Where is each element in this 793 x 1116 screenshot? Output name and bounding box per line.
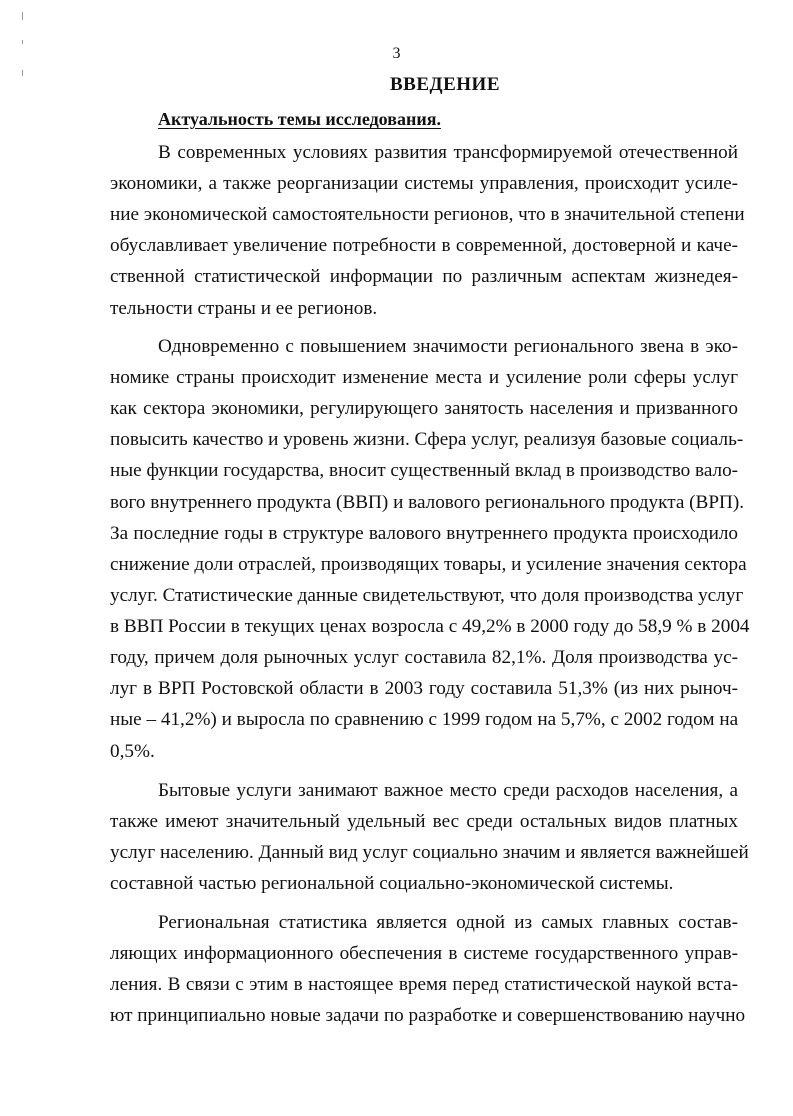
section-heading: ВВЕДЕНИЕ bbox=[390, 74, 500, 95]
text-line: ные функции государства, вносит существенный вклад в производство вало- bbox=[110, 460, 739, 481]
text-line: Одновременно с повышением значимости регионального звена в эко- bbox=[158, 336, 738, 357]
text-line: составной частью региональной социально-экономической системы. bbox=[110, 873, 674, 894]
text-line: в ВВП России в текущих ценах возросла с 49,2% в 2000 году до 58,9 % в 2004 bbox=[110, 616, 750, 637]
text-line: обуславливает увеличение потребности в современной, достоверной и каче- bbox=[110, 235, 738, 256]
text-line: В современных условиях развития трансформируемой отечественной bbox=[158, 142, 738, 163]
text-line: году, причем доля рыночных услуг составила 82,1%. Доля производства ус- bbox=[110, 647, 738, 668]
text-line: ют принципиально новые задачи по разработке и совершенствованию научно bbox=[110, 1005, 746, 1026]
text-line: За последние годы в структуре валового внутреннего продукта происходило bbox=[110, 523, 738, 544]
text-line: снижение доли отраслей, производящих товары, и усиление значения сектора bbox=[110, 554, 747, 575]
page-number: 3 bbox=[392, 45, 401, 62]
subsection-heading: Актуальность темы исследования. bbox=[158, 109, 441, 129]
text-line: ления. В связи с этим в настоящее время перед статистической наукой вста- bbox=[110, 974, 738, 995]
text-line: экономики, а также реорганизации системы управления, происходит усиле- bbox=[110, 173, 738, 194]
text-line: вого внутреннего продукта (ВВП) и валового регионального продукта (ВРП). bbox=[110, 492, 745, 513]
text-line: ние экономической самостоятельности регионов, что в значительной степени bbox=[110, 204, 745, 225]
text-line: луг в ВРП Ростовской области в 2003 году составила 51,3% (из них рыноч- bbox=[110, 678, 738, 699]
text-line: 0,5%. bbox=[110, 741, 155, 762]
text-line: ственной статистической информации по различным аспектам жизнедея- bbox=[110, 266, 738, 287]
margin-mark bbox=[22, 40, 23, 44]
text-line: ляющих информационного обеспечения в системе государственного управ- bbox=[110, 943, 738, 964]
margin-mark bbox=[22, 12, 23, 20]
text-line: номике страны происходит изменение места и усиление роли сферы услуг bbox=[110, 367, 738, 388]
text-line: услуг. Статистические данные свидетельствуют, что доля производства услуг bbox=[110, 585, 744, 606]
text-line: Региональная статистика является одной из самых главных состав- bbox=[158, 912, 738, 933]
text-line: тельности страны и ее регионов. bbox=[110, 298, 378, 319]
text-line: как сектора экономики, регулирующего занятость населения и призванного bbox=[110, 398, 738, 419]
text-line: повысить качество и уровень жизни. Сфера услуг, реализуя базовые социаль- bbox=[110, 429, 744, 450]
text-line: также имеют значительный удельный вес среди остальных видов платных bbox=[110, 811, 738, 832]
text-line: Бытовые услуги занимают важное место среди расходов населения, а bbox=[158, 780, 738, 801]
text-line: услуг населению. Данный вид услуг социально значим и является важнейшей bbox=[110, 842, 749, 863]
text-line: ные – 41,2%) и выросла по сравнению с 1999 годом на 5,7%, с 2002 годом на bbox=[110, 709, 739, 730]
